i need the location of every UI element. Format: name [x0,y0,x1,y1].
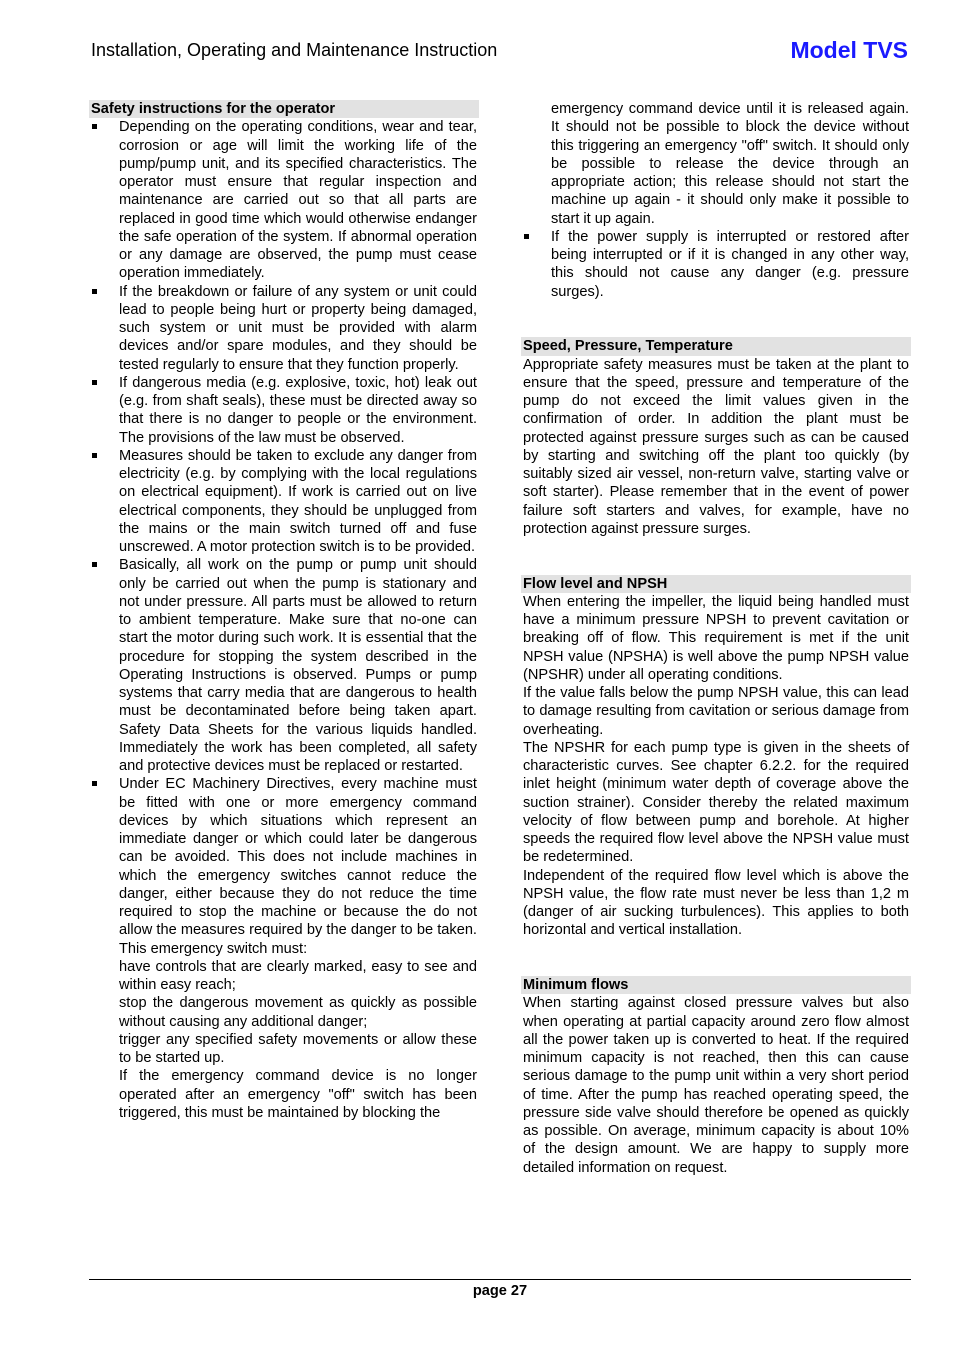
square-bullet-icon [92,781,97,786]
square-bullet-icon [92,289,97,294]
section-title-flow: Flow level and NPSH [521,575,911,593]
list-item [89,556,479,775]
list-item-text: Basically, all work on the pump or pump unit should only be carried out when the pump is stationary and not under pressure. All parts must be allowed to return to ambient temperature. Make sure that no-one can start the motor during such work. It is essential that the procedure for stopping the system described in the Operating Instructions is observed. Pumps or pump systems that carry media that are dangerous to health must be decontaminated before being taken apart. Safety Data Sheets for the various liquids handled. Immediately the work has been completed, all safety and protective devices must be replaced or restarted. [119,557,477,774]
ec-requirement: If the emergency command device is no longer operated after an emergency "off" switch has been triggered, this must be maintained by blocking the [119,1068,477,1121]
flow-paragraph: When entering the impeller, the liquid being handled must have a minimum pressure NPSH to prevent cavitation or breaking off of flow. This requirement is met if the unit NPSH value (NPSHA) is well above the pump NPSH value (NPSHR) under all operating conditions. [523,593,909,683]
right-column [521,100,911,1177]
square-bullet-icon [92,380,97,385]
square-bullet-icon [92,453,97,458]
flow-paragraph: The NPSHR for each pump type is given in the sheets of characteristic curves. See chapter 6.2.2. for the required inlet height (minimum water depth of coverage above the suction strainer). Consider thereby the related maximum velocity of flow between pump and borehole. At higher speeds the required flow level above the NPSH value must be redetermined. [523,739,909,866]
ec-requirement: trigger any specified safety movements or allow these to be started up. [119,1031,477,1066]
ec-requirement: have controls that are clearly marked, easy to see and within easy reach; [119,958,477,993]
list-item-ec-directive [89,775,479,1122]
list-item [521,228,911,301]
continued-text: emergency command device until it is released again. It should not be possible to block the device without this triggering an emergency "off" switch. It should only be possible to release the device through an appropriate action; this release should not start the machine up again - it should only make it possible to start it up again. [551,101,909,227]
flow-paragraph: Independent of the required flow level which is above the NPSH value, the flow rate must never be less than 1,2 m (danger of air sucking turbulences). This applies to both horizontal and vertical installation. [523,867,909,939]
section-title-speed: Speed, Pressure, Temperature [521,337,911,355]
safety-bullet-list [89,118,479,1122]
flow-paragraph: If the value falls below the pump NPSH value, this can lead to damage resulting from cavitation or serious damage from overheating. [523,685,909,738]
list-item [89,447,479,557]
ec-intro-text: Under EC Machinery Directives, every machine must be fitted with one or more emergency command devices by which situations which represent an immediate danger or which could later be dangerous can be avoided. This does not include machines in which the emergency switches cannot reduce the danger, either because they do not reduce the time required to stop the machine or because the do not allow the measures required by the danger to be taken. This emergency switch must: [119,776,477,957]
minflow-paragraph: When starting against closed pressure valves but also when operating at partial capacity around zero flow almost all the power taken up is converted to heat. If the required minimum capacity is not reached, then this can cause serious damage to the pump unit within a very short period of time. After the pump has reached operating speed, the pressure side valve should therefore be opened as quickly as possible. On average, minimum capacity is about 10% of the design amount. We are happy to supply more detailed information on request. [523,995,909,1176]
list-item-text: Measures should be taken to exclude any danger from electricity (e.g. by complying with the local regulations on electrical equipment). If work is carried out on live electrical components, they should be unplugged from the mains or the main switch turned off and fuse unscrewed. A motor protection switch is to be provided. [119,447,477,555]
list-item [89,118,479,282]
list-item [89,374,479,447]
document-title: Installation, Operating and Maintenance Instruction [91,40,498,60]
speed-paragraph: Appropriate safety measures must be taken at the plant to ensure that the speed, pressure and temperature of the pump do not exceed the limit values given in the confirmation of order. In addition the plant must be protected against pressure surges such as can be caused by starting and switching off the plant too quickly (by suitably sized air vessel, non-return valve, starting valve or soft starter). Please remember that in the event of power failure soft starters and valves, for example, have no protection against pressure surges. [523,356,909,537]
section-title-safety: Safety instructions for the operator [89,100,479,118]
left-column [89,100,479,1122]
list-item-text: If the breakdown or failure of any system or unit could lead to people being hurt or property being damaged, such system or unit must be provided with alarm devices and/or spare modules, and they should be tested regularly to ensure that they function properly. [119,283,477,373]
square-bullet-icon [92,124,97,129]
list-item [89,283,479,374]
model-name: Model TVS [790,37,908,63]
list-item-text: If the power supply is interrupted or restored after being interrupted or if it is changed in any other way, this should not cause any danger (e.g. pressure surges). [551,228,909,300]
list-item-text: Depending on the operating conditions, wear and tear, corrosion or age will limit the working life of the pump/pump unit, and its specified characteristics. The operator must ensure that regular inspection and maintenance are carried out so that all parts are replaced in good time which would otherwise endanger the safe operation of the system. If abnormal operation or any damage are observed, the pump must cease operation immediately. [119,119,477,282]
section-title-minflow: Minimum flows [521,976,911,994]
square-bullet-icon [524,234,529,239]
footer-divider [89,1279,911,1280]
page-number: page 27 [472,1283,528,1299]
power-bullet-list [521,228,911,301]
list-item-text: If dangerous media (e.g. explosive, toxic, hot) leak out (e.g. from shaft seals), these must be directed away so that there is no danger to people or the environment. The provisions of the law must be observed. [119,374,477,446]
ec-requirement: stop the dangerous movement as quickly as possible without causing any additional danger; [119,995,477,1030]
square-bullet-icon [92,562,97,567]
